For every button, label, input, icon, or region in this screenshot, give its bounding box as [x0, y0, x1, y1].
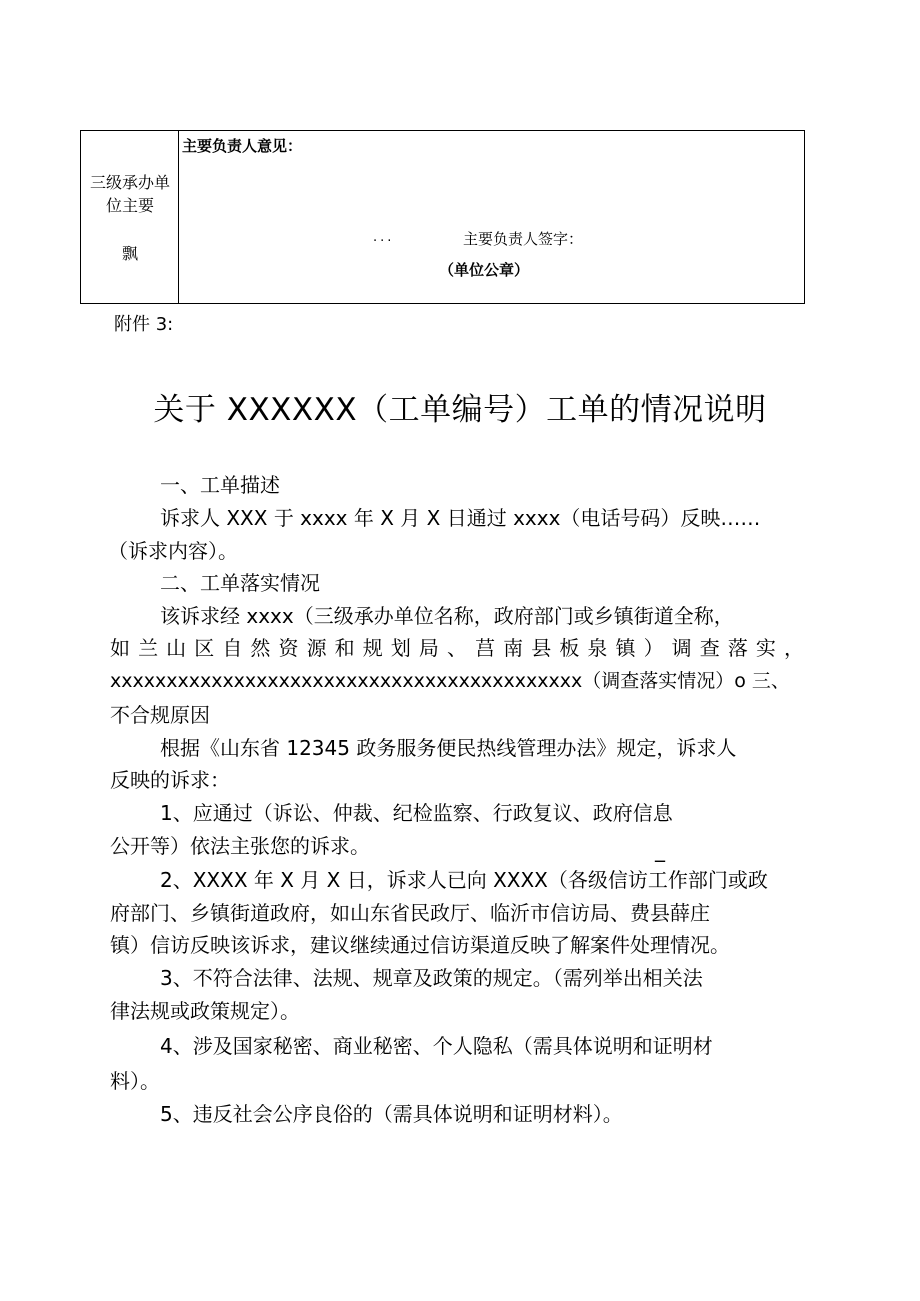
paragraph-line: 反映的诉求：: [110, 768, 230, 792]
opinion-label: 主要负责人意见：: [182, 137, 303, 155]
approval-table: [80, 130, 805, 304]
paragraph-line: 诉求人 XXX 于 xxxx 年 X 月 X 日通过 xxxx（电话号码）反映……: [160, 506, 761, 530]
unit-label-line-3: 飘: [121, 244, 138, 263]
list-item-line: 1、应通过（诉讼、仲裁、纪检监察、行政复议、政府信息: [160, 801, 673, 825]
paragraph-line: 如兰山区自然资源和规划局、莒南县板泉镇）调查落实，: [110, 636, 804, 660]
list-item-line: 镇）信访反映该诉求，建议继续通过信访渠道反映了解案件处理情况。: [110, 933, 730, 957]
list-item-line: 4、涉及国家秘密、商业秘密、个人隐私（需具体说明和证明材: [160, 1034, 713, 1058]
signature-ellipsis: ...: [373, 230, 395, 245]
list-item-line: 5、违反社会公序良俗的（需具体说明和证明材料）。: [160, 1102, 623, 1126]
list-item-line: 公开等）依法主张您的诉求。: [110, 834, 370, 858]
paragraph-line: （诉求内容）。: [108, 539, 238, 563]
unit-label-line-2: 位主要: [105, 196, 154, 215]
signature-label: 主要负责人签字：: [463, 230, 584, 248]
list-item-line: 3、不符合法律、法规、规章及政策的规定。（需列举出相关法: [160, 966, 703, 990]
list-item-line: 府部门、乡镇街道政府，如山东省民政厅、临沂市信访局、费县薛庄: [110, 901, 710, 925]
section-heading-1: 一、工单描述: [160, 473, 280, 497]
section-heading-2: 二、工单落实情况: [160, 571, 320, 595]
document-title: 关于 XXXXXX（工单编号）工单的情况说明: [153, 392, 767, 428]
seal-label: （单位公章）: [439, 261, 530, 279]
attachment-label: 附件 3:: [114, 314, 174, 335]
list-item-line: 2、XXXX 年 X 月 X 日，诉求人已向 XXXX（各级信访工作部门或政: [160, 868, 768, 892]
cursor-mark: _: [655, 838, 665, 862]
list-item-line: 律法规或政策规定）。: [110, 999, 300, 1023]
section-heading-3: 不合规原因: [110, 703, 210, 727]
paragraph-line: xxxxxxxxxxxxxxxxxxxxxxxxxxxxxxxxxxxxxxxxxx（调查落实情况）o 三、: [110, 670, 790, 692]
paragraph-line: 根据《山东省 12345 政务服务便民热线管理办法》规定，诉求人: [160, 736, 737, 760]
list-item-line: 料）。: [110, 1069, 160, 1093]
paragraph-line: 该诉求经 xxxx（三级承办单位名称，政府部门或乡镇街道全称，: [160, 604, 734, 628]
unit-label-line-1: 三级承办单: [89, 173, 170, 192]
unit-label-cell: [81, 131, 179, 303]
